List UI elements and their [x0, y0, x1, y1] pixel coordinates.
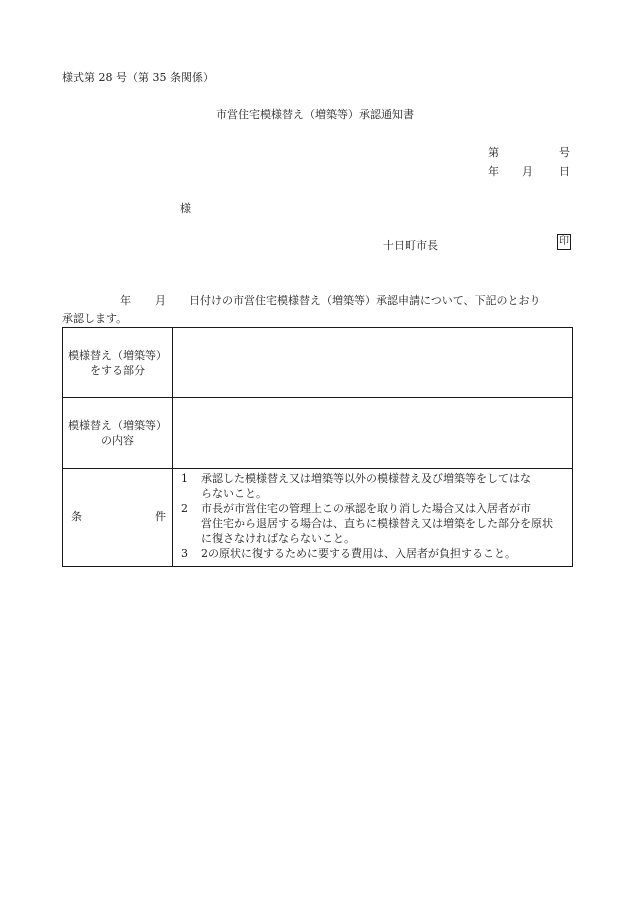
table-row-part [63, 328, 573, 398]
part-header-line1: 模様替え（増築等） [68, 348, 167, 362]
condition-text-line: 2の原状に復するために要する費用は、入居者が負担すること。 [201, 547, 516, 560]
body-text-line1: 日付けの市営住宅模様替え（増築等）承認申請について、下記のとおり [189, 294, 541, 307]
date-month-label: 月 [522, 165, 533, 178]
content-header-cell [63, 398, 173, 469]
issuer-name: 十日町市長 [383, 239, 438, 252]
conditions-header-cell [63, 469, 173, 567]
document-number-label: 第 [488, 146, 499, 159]
form-number: 様式第 28 号（第 35 条関係） [62, 71, 214, 84]
document-title: 市営住宅模様替え（増築等）承認通知書 [216, 108, 414, 121]
approval-table [62, 327, 573, 567]
condition-number: 3 [181, 547, 188, 560]
part-value-cell[interactable] [173, 328, 573, 398]
condition-item [181, 471, 566, 501]
part-header-line2: をする部分 [90, 363, 145, 377]
document-number-suffix: 号 [559, 146, 570, 159]
conditions-list [173, 469, 573, 567]
condition-item [181, 501, 566, 546]
content-header-line1: 模様替え（増築等） [68, 419, 167, 432]
body-text-line2: 承認します。 [62, 312, 128, 325]
condition-text-line: 市長が市営住宅の管理上この承認を取り消した場合又は入居者が市 [201, 502, 531, 515]
condition-number: 2 [181, 502, 188, 515]
condition-text-line: 営住宅から退居する場合は、直ちに模様替え又は増築をした部分を原状 [201, 517, 553, 530]
content-value-cell[interactable] [173, 398, 573, 469]
conditions-header-left: 条 [71, 510, 82, 523]
condition-number: 1 [181, 472, 188, 485]
addressee-suffix: 様 [180, 202, 191, 215]
body-year-label: 年 [120, 294, 131, 307]
condition-item [181, 546, 566, 561]
content-header-line2: の内容 [101, 434, 134, 447]
table-row-content [63, 398, 573, 469]
seal-mark: 印 [557, 234, 571, 250]
condition-text-line: 承認した模様替え又は増築等以外の模様替え及び増築等をしてはな [201, 472, 531, 485]
part-header-cell [63, 328, 173, 398]
date-day-label: 日 [559, 165, 570, 178]
condition-text-line: らないこと。 [201, 487, 267, 500]
conditions-header-right: 件 [155, 510, 166, 523]
body-month-label: 月 [155, 294, 166, 307]
condition-text-line: に復さなければならないこと。 [201, 532, 355, 545]
table-row-conditions [63, 469, 573, 567]
date-year-label: 年 [488, 165, 499, 178]
